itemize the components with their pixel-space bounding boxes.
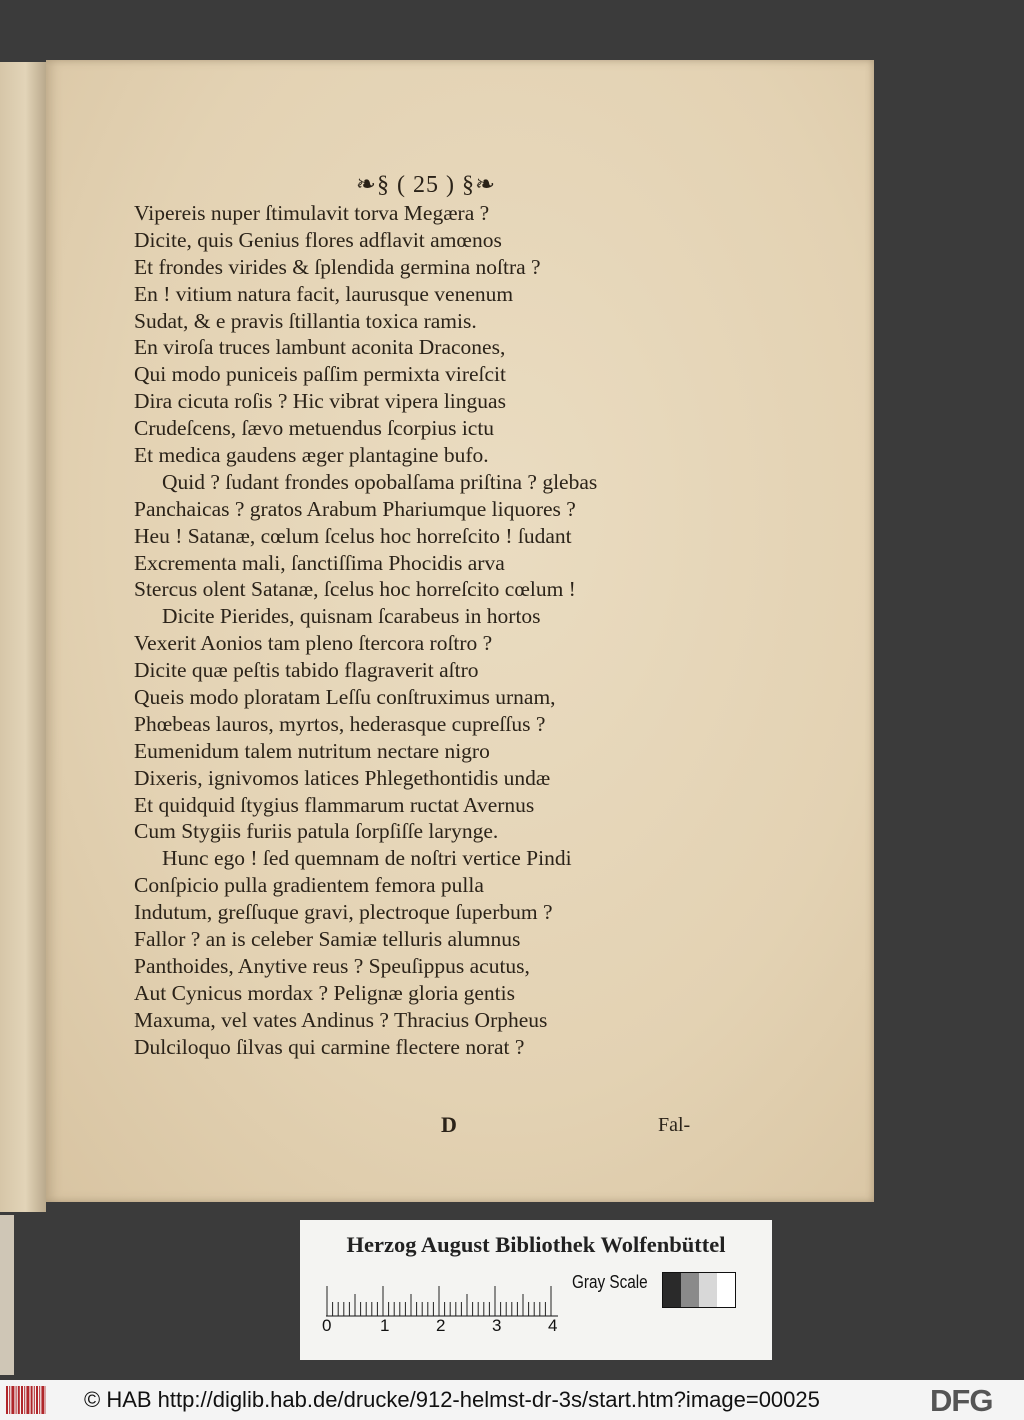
barcode-icon bbox=[6, 1384, 46, 1416]
verse-line: Conſpicio pulla gradientem femora pulla bbox=[134, 873, 484, 898]
ruler-number: 2 bbox=[436, 1316, 446, 1335]
verse-line: Maxuma, vel vates Andinus ? Thracius Orpheus bbox=[134, 1007, 548, 1032]
gray-swatch bbox=[699, 1273, 717, 1307]
scanned-page bbox=[46, 60, 874, 1202]
verse-line: Quid ? ſudant frondes opobalſama priſtina ? glebas bbox=[162, 469, 598, 494]
verse-line: Sudat, & e pravis ſtillantia toxica ramis. bbox=[134, 308, 477, 333]
verse-line: Dixeris, ignivomos latices Phlegethontidis undæ bbox=[134, 765, 551, 790]
scale-ruler bbox=[326, 1272, 558, 1318]
verse-line: Dicite quæ peſtis tabido flagraverit aſtro bbox=[134, 658, 479, 683]
gray-swatch bbox=[717, 1273, 735, 1307]
verse-line: En viroſa truces lambunt aconita Dracones, bbox=[134, 335, 506, 360]
ruler-number: 3 bbox=[492, 1316, 502, 1335]
ruler-number: 1 bbox=[380, 1316, 390, 1335]
verse-line: Crudeſcens, ſævo metuendus ſcorpius ictu bbox=[134, 416, 495, 441]
verse-text bbox=[134, 200, 714, 1061]
ruler-number: 0 bbox=[322, 1316, 332, 1335]
verse-line: Heu ! Satanæ, cœlum ſcelus hoc horreſcito ! ſudant bbox=[134, 523, 572, 548]
verse-line: Dira cicuta roſis ? Hic vibrat vipera linguas bbox=[134, 389, 506, 414]
verse-line: Panthoides, Anytive reus ? Speuſippus acutus, bbox=[134, 953, 530, 978]
verse-line: Dicite, quis Genius flores adflavit amœnos bbox=[134, 227, 502, 252]
verse-line: Phœbeas lauros, myrtos, hederasque cupreſſus ? bbox=[134, 711, 546, 736]
gray-swatch bbox=[681, 1273, 699, 1307]
verse-line: Vexerit Aonios tam pleno ſtercora roſtro ? bbox=[134, 631, 493, 656]
gray-scale-label: Gray Scale bbox=[572, 1272, 648, 1292]
verse-line: Excrementa mali, ſanctiſſima Phocidis arva bbox=[134, 550, 505, 575]
book-edge bbox=[0, 1215, 14, 1375]
verse-line: Panchaicas ? gratos Arabum Phariumque liquores ? bbox=[134, 496, 576, 521]
gray-swatch bbox=[663, 1273, 681, 1307]
catchword: Fal- bbox=[658, 1114, 691, 1136]
signature-mark: D bbox=[441, 1112, 457, 1137]
dfg-logo: DFG bbox=[930, 1383, 993, 1418]
verse-line: Cum Stygiis furiis patula ſorpſiſſe larynge. bbox=[134, 819, 499, 844]
page-number-header: ❧§ ( 25 ) §❧ bbox=[355, 172, 497, 198]
verse-line: Et quidquid ſtygius flammarum ructat Avernus bbox=[134, 792, 535, 817]
verse-line: En ! vitium natura facit, laurusque venenum bbox=[134, 281, 514, 306]
verse-line: Stercus olent Satanæ, ſcelus hoc horreſcito cœlum ! bbox=[134, 577, 576, 602]
verse-line: Eumenidum talem nutritum nectare nigro bbox=[134, 738, 490, 763]
verse-line: Et frondes virides & ſplendida germina noſtra ? bbox=[134, 254, 541, 279]
ruler-number: 4 bbox=[548, 1316, 558, 1335]
verse-line: Aut Cynicus mordax ? Pelignæ gloria gentis bbox=[134, 980, 515, 1005]
footer-bar bbox=[0, 1380, 1024, 1420]
library-color-card bbox=[300, 1220, 772, 1360]
verse-line: Queis modo ploratam Leſſu conſtruximus urnam, bbox=[134, 685, 556, 710]
verse-line: Hunc ego ! ſed quemnam de noſtri vertice Pindi bbox=[162, 846, 572, 871]
gray-scale-swatches bbox=[662, 1272, 736, 1308]
verse-line: Dicite Pierides, quisnam ſcarabeus in hortos bbox=[162, 604, 541, 629]
verse-line: Vipereis nuper ſtimulavit torva Megæra ? bbox=[134, 201, 490, 225]
verse-line: Dulciloquo ſilvas qui carmine flectere norat ? bbox=[134, 1034, 525, 1059]
verse-line: Indutum, greſſuque gravi, plectroque ſuperbum ? bbox=[134, 900, 553, 925]
verse-line: Qui modo puniceis paſſim permixta vireſcit bbox=[134, 362, 506, 387]
verse-line: Fallor ? an is celeber Samiæ telluris alumnus bbox=[134, 927, 521, 952]
verse-line: Et medica gaudens æger plantagine bufo. bbox=[134, 443, 489, 468]
library-name: Herzog August Bibliothek Wolfenbüttel bbox=[346, 1232, 726, 1257]
previous-page-edge bbox=[0, 62, 46, 1212]
copyright-link[interactable]: © HAB http://diglib.hab.de/drucke/912-helmst-dr-3s/start.htm?image=00025 bbox=[84, 1387, 820, 1412]
